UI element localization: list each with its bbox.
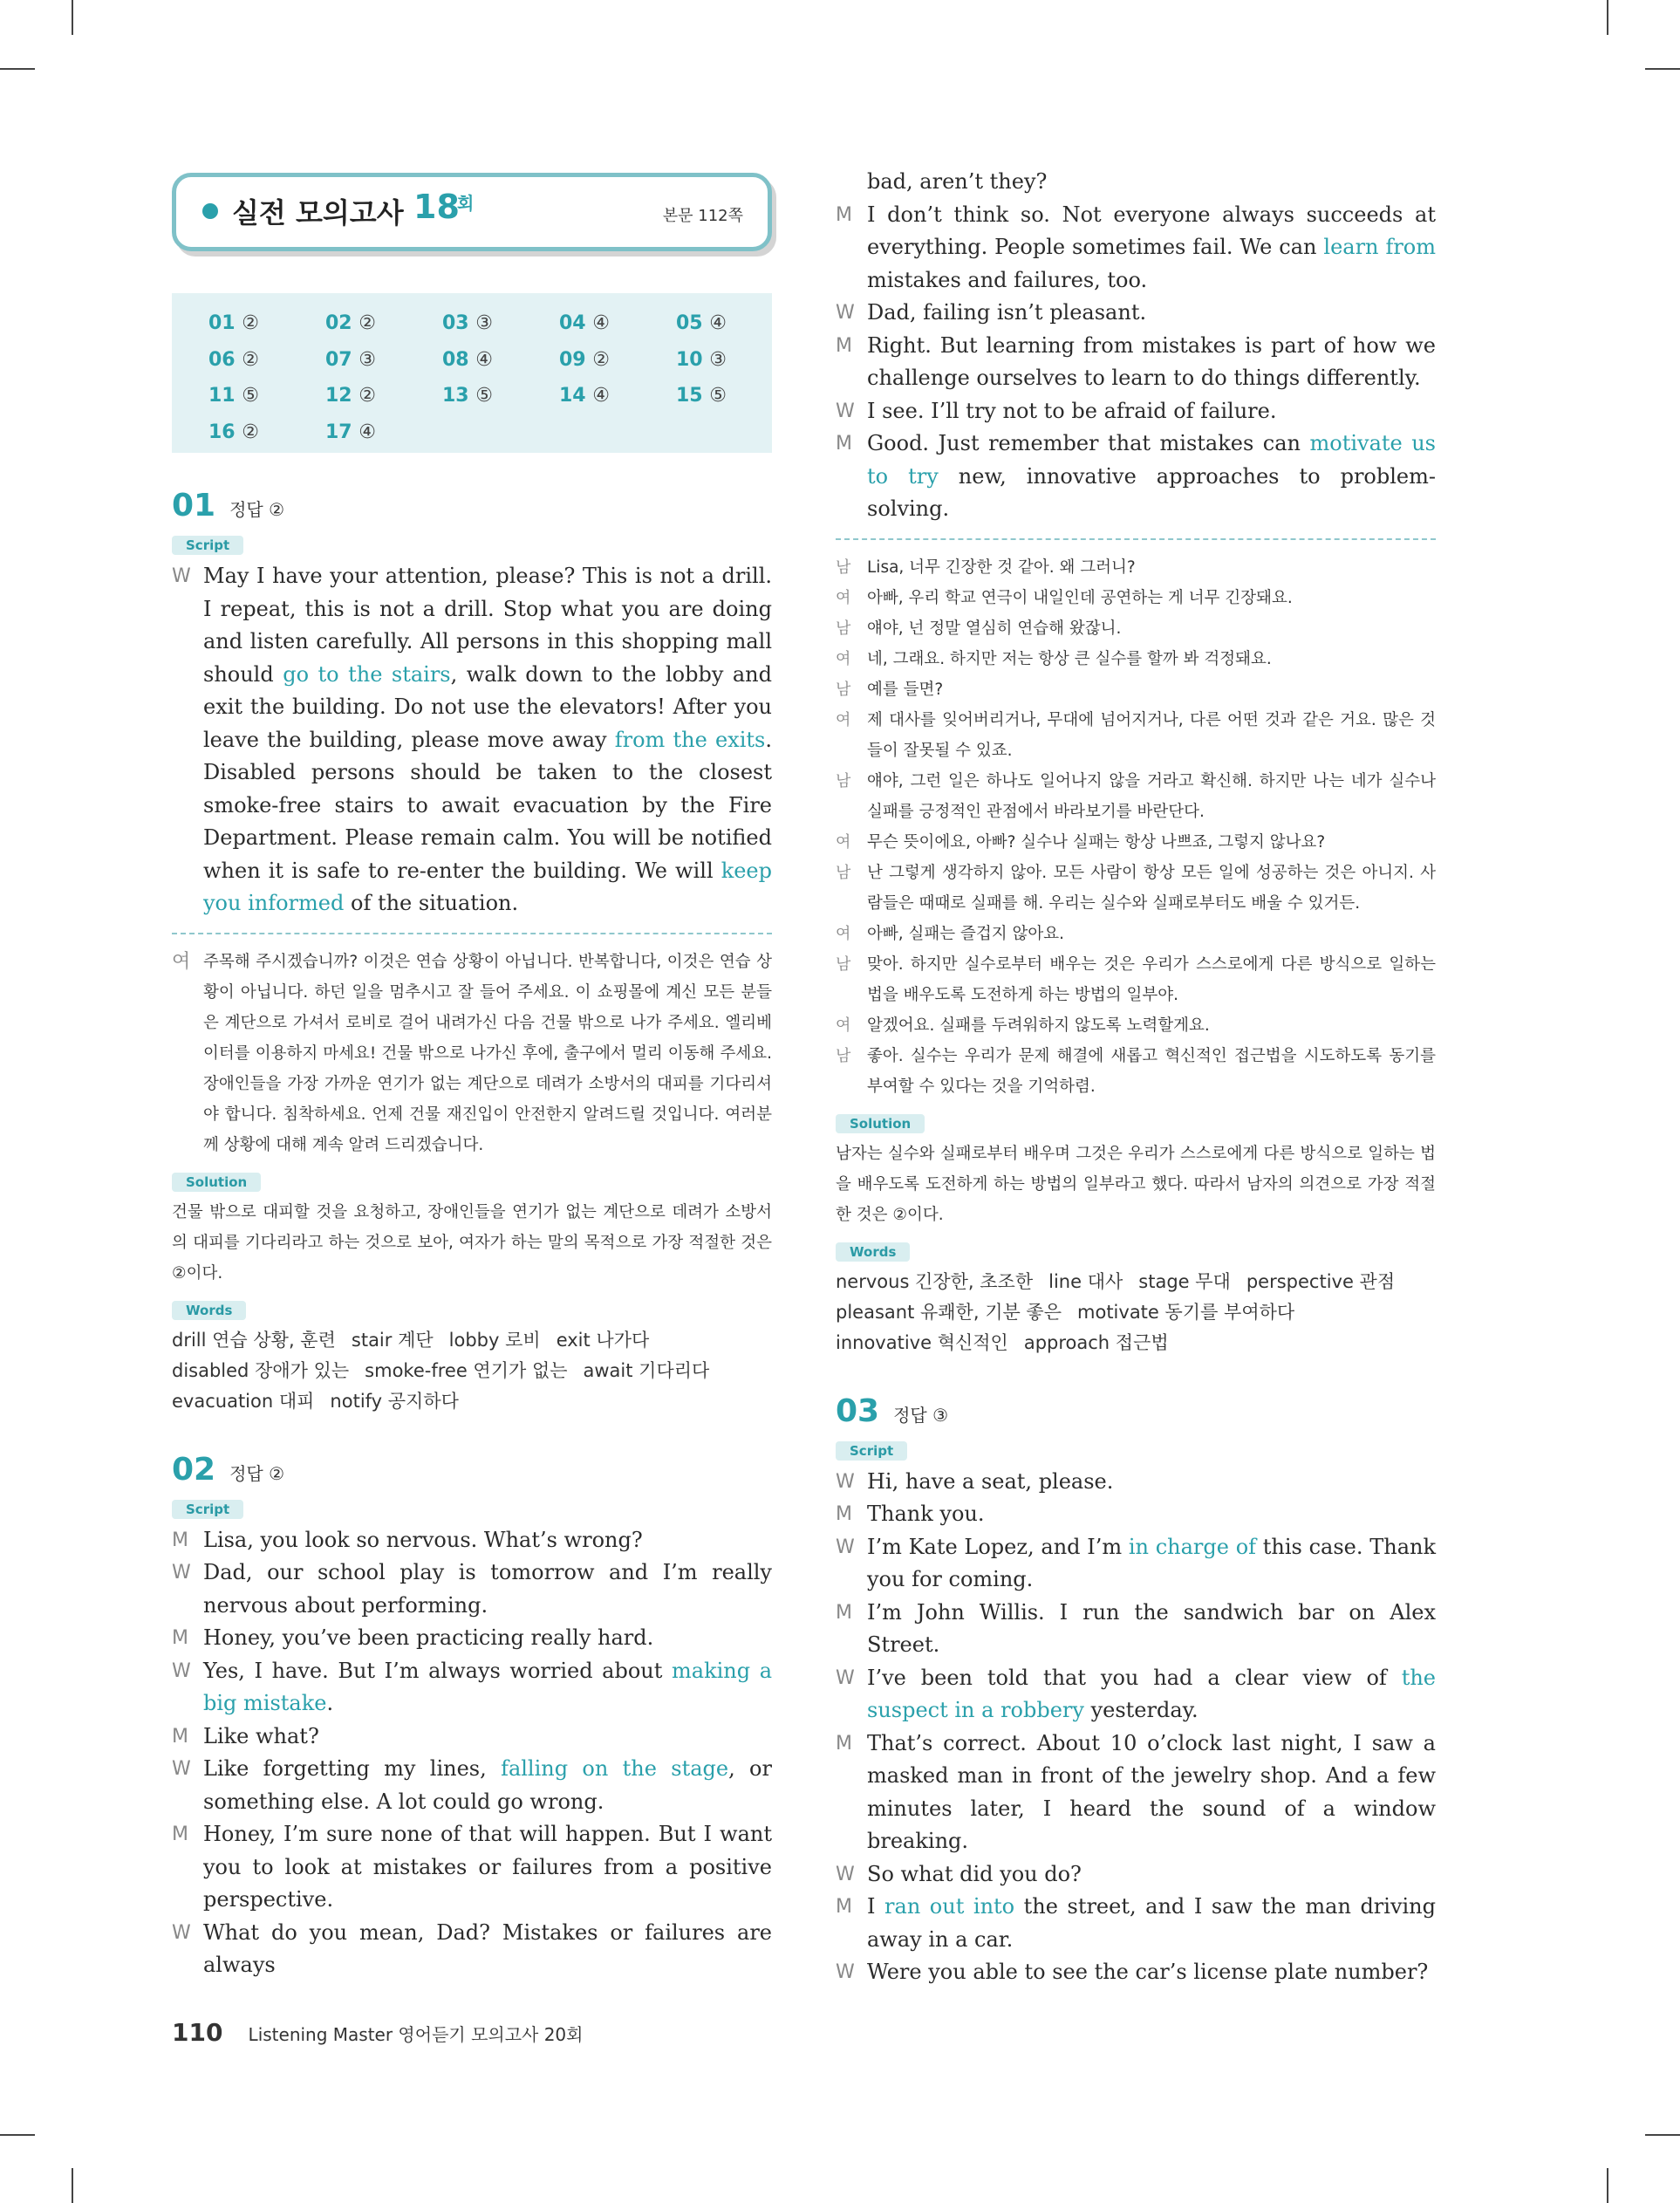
script-segment: new, innovative approaches to problem-solving. [867,463,1436,521]
question-number: 03 [836,1392,880,1429]
script-segment: , or something else. A lot could go wrong. [203,1756,772,1814]
answer-key-item [208,312,259,334]
answer-key-grid [172,293,772,453]
dialog-line [836,644,1436,674]
answer-key-choice: ② [242,421,260,443]
speaker-label: 여 [836,924,851,943]
answer-label: 정답 ③ [893,1404,949,1426]
speaker-label: 여 [836,588,851,607]
bullet-dot-icon [202,203,218,219]
dialog-line [836,1956,1436,1989]
speaker-label: W [836,302,855,324]
vocab-item: evacuation 대피 [172,1390,315,1412]
speaker-label: W [836,1863,855,1885]
dialog-line [836,949,1436,1010]
answer-key-choice: ④ [475,348,494,371]
answer-key-number: 09 [559,348,593,371]
script-segment: May I have your attention, please? This is not a drill. I repeat, this is not a drill. Stop what you are doing and listen carefully. All persons in this shopping mall should [203,564,772,687]
dialog-text [203,1753,772,1818]
script-segment: Lisa, you look so nervous. What’s wrong? [203,1527,643,1552]
solution-tag: Solution [172,1173,261,1192]
script-segment: . Disabled persons should be taken to the closest smoke-free stairs to await evacuation by the Fire Department. Please remain calm. You will be notified when it is safe to re-enter the building. We will [203,727,772,883]
dialog-line [172,1524,772,1557]
dialog-text: Lisa, 너무 긴장한 것 같아. 왜 그러니? [867,558,1136,577]
dialog-line [172,1556,772,1622]
vocab-item: exit 나가다 [556,1329,650,1351]
answer-key-choice: ② [242,312,260,334]
answer-key-number: 05 [676,312,710,334]
speaker-label: M [836,1601,852,1624]
crop-mark [1607,2168,1608,2203]
dialog-line [172,1721,772,1754]
dialog-text: 알겠어요. 실패를 두려워하지 않도록 노력할게요. [867,1016,1210,1035]
dialog-line [836,919,1436,949]
answer-key-number: 02 [325,312,359,334]
dialog-line [836,1662,1436,1728]
answer-key-choice: ⑤ [242,385,260,407]
script-segment: Right. But learning from mistakes is part of how we challenge ourselves to learn to do things differently. [867,332,1436,390]
answer-key-number: 07 [325,348,359,371]
speaker-label: M [836,433,852,455]
answer-key-choice: ② [242,348,260,371]
dialog-line [836,674,1436,705]
crop-mark [1645,68,1680,70]
script-tag: Script [836,1441,907,1461]
vocab-item: line 대사 [1048,1270,1123,1292]
dialog-text [867,428,1436,526]
script-segment: I [867,1894,885,1919]
dialog-line [836,552,1436,583]
script-block-continued [836,166,1436,526]
speaker-label: 여 [836,832,851,852]
script-segment: . [326,1691,334,1715]
dialog-line [836,395,1436,428]
script-segment: Thank you. [867,1502,985,1526]
dialog-line [836,1041,1436,1102]
speaker-label: W [172,1659,191,1682]
dialog-line [836,297,1436,330]
dialog-text [203,1556,772,1622]
dialog-text [203,1524,772,1557]
answer-label: 정답 ② [229,499,285,520]
script-segment: this case. Thank you for coming. [867,1534,1436,1591]
vocab-item: lobby 로비 [448,1329,541,1351]
answer-key-item [559,312,610,334]
question-02 [172,1452,772,1982]
script-segment: of the situation. [344,891,519,915]
speaker-label: 남 [836,680,851,699]
speaker-label: 여 [836,710,851,729]
vocab-item: notify 공지하다 [330,1390,459,1412]
vocab-item: motivate 동기를 부여하다 [1077,1301,1295,1323]
words-tag: Words [172,1301,246,1320]
section-title: 실전 모의고사 [232,196,404,229]
dialog-line [836,766,1436,827]
answer-key-choice: ② [592,348,611,371]
script-tag: Script [172,536,243,555]
crop-mark [1645,2134,1680,2136]
dialog-text: 아빠, 실패는 즐겁지 않아요. [867,924,1064,943]
answer-key-choice: ⑤ [709,385,727,407]
speaker-label: M [836,1503,852,1525]
dialog-text: 아빠, 우리 학교 연극이 내일인데 공연하는 게 너무 긴장돼요. [867,588,1293,607]
answer-key-number: 11 [208,385,242,407]
answer-key-choice: ② [359,312,377,334]
section-header [172,173,772,251]
answer-key-number: 15 [676,385,710,407]
speaker-label: 여 [172,950,191,973]
translation-block [836,552,1436,1102]
answer-key-item [442,349,493,371]
answer-key-choice: ② [359,385,377,407]
highlighted-phrase: in charge of [1128,1534,1257,1559]
dialog-text [867,330,1436,395]
dialog-text [203,1622,772,1655]
translation-block [172,947,772,1160]
translation-text: 주목해 주시겠습니까? 이것은 연습 상황이 아닙니다. 반복합니다, 이것은 연습 상황이 아닙니다. 하던 일을 멈추시고 잘 들어 주세요. 이 쇼핑몰에 계신 모든 분들은 계단으로 가셔서 로비로 걸어 내려가신 다음 건물 밖으로 나가 주세요. 엘리베이터를 이용하지 마세요! 건물 밖으로 나가신 후에, 출구에서 멀리 이동해 주세요. 장애인들을 가장 가까운 연기가 없는 계단으로 데려가 소방서의 대피를 기다리셔야 합니다. 침착하세요. 언제 건물 재진입이 안전한지 알려드릴 것입니다. 여러분께 상황에 대해 계속 알려 드리겠습니다. [203,952,772,1154]
dialog-line [172,1622,772,1655]
speaker-label: W [172,1758,191,1780]
words-row [172,1386,772,1417]
dialog-text [867,166,1436,199]
dialog-text [867,199,1436,298]
dialog-text [867,1891,1436,1956]
speaker-label: M [172,1725,188,1748]
dialog-text: 무슨 뜻이에요, 아빠? 실수나 실패는 항상 나쁘죠, 그렇지 않나요? [867,832,1326,852]
book-title: Listening Master 영어듣기 모의고사 20회 [248,2024,584,2045]
vocab-item: innovative 혁신적인 [836,1331,1008,1353]
answer-key-item [208,349,259,371]
answer-key-choice: ④ [709,312,727,334]
dialog-line [172,1655,772,1721]
speaker-label: 남 [836,619,851,638]
test-number: 18 [413,188,460,226]
script-segment: What do you mean, Dad? Mistakes or failures are always [203,1919,772,1977]
left-column [172,166,772,1982]
solution-text: 남자는 실수와 실패로부터 배우며 그것은 우리가 스스로에게 다른 방식으로 일하는 법을 배우도록 도전하게 하는 방법의 일부라고 했다. 따라서 남자의 의견으로 가장 적절한 것은 ②이다. [836,1144,1436,1224]
script-segment: bad, aren’t they? [867,169,1048,194]
speaker-label: M [836,1732,852,1755]
highlighted-phrase: from the exits [614,727,766,752]
dialog-line [836,1466,1436,1499]
answer-key-item [442,312,493,334]
words-row [836,1267,1436,1297]
words-list [172,1325,772,1417]
vocab-item: approach 접근법 [1023,1331,1169,1353]
vocab-item: smoke-free 연기가 없는 [365,1359,568,1381]
dialog-line [836,199,1436,298]
answer-key-choice: ⑤ [475,385,494,407]
dialog-text [867,1662,1436,1728]
dialog-line [836,705,1436,766]
answer-key-item [325,385,376,407]
dialog-text [203,1917,772,1982]
words-row [836,1297,1436,1328]
speaker-label [836,166,867,199]
speaker-label: 여 [836,649,851,668]
divider [172,933,772,934]
words-row [172,1356,772,1386]
dialog-text [867,1728,1436,1858]
dialog-line [172,1818,772,1917]
divider [836,538,1436,540]
dialog-line [836,428,1436,526]
answer-key-number: 10 [676,348,710,371]
script-block [836,1466,1436,1989]
answer-key-item [676,312,727,334]
speaker-label: W [836,1666,855,1689]
speaker-label: 남 [836,863,851,882]
dialog-text: 예를 들면? [867,680,944,699]
speaker-label: W [836,1470,855,1493]
script-segment: That’s correct. About 10 o’clock last night, I saw a masked man in front of the jewelry shop. And a few minutes later, I heard the sound of a window breaking. [867,1730,1436,1853]
speaker-label: W [172,1921,191,1944]
dialog-line [836,827,1436,858]
dialog-text [867,1531,1436,1597]
dialog-line [836,166,1436,199]
script-segment: Were you able to see the car’s license plate number? [867,1960,1429,1984]
dialog-text [867,1956,1436,1989]
script-text [203,560,772,920]
solution-tag: Solution [836,1114,925,1133]
highlighted-phrase: making a big mistake [203,1658,773,1715]
speaker-label: M [172,1627,188,1649]
dialog-text: 얘야, 그런 일은 하나도 일어나지 않을 거라고 확신해. 하지만 나는 네가 실수나 실패를 긍정적인 관점에서 바라보기를 바란단다. [867,771,1436,821]
words-list [836,1267,1436,1358]
words-row [836,1328,1436,1358]
answer-key-choice: ③ [709,348,727,371]
answer-key-number: 12 [325,385,359,407]
vocab-item: stair 계단 [351,1329,434,1351]
script-segment: Honey, I’m sure none of that will happen. But I want you to look at mistakes or failures from a positive perspective. [203,1822,772,1912]
speaker-label: 여 [836,1016,851,1035]
script-segment: Yes, I have. But I’m always worried about [203,1658,672,1683]
script-segment: Dad, our school play is tomorrow and I’m really nervous about performing. [203,1560,772,1618]
dialog-line [836,858,1436,919]
dialog-text [867,395,1436,428]
dialog-line [836,583,1436,613]
speaker-label: M [836,203,852,226]
vocab-item: pleasant 유쾌한, 기분 좋은 [836,1301,1062,1323]
highlighted-phrase: ran out into [884,1894,1015,1919]
words-tag: Words [836,1242,910,1262]
answer-key-item [559,349,610,371]
speaker-label: M [172,1529,188,1551]
dialog-line [836,613,1436,644]
script-segment: Hi, have a seat, please. [867,1468,1114,1494]
script-tag: Script [172,1500,243,1519]
dialog-text [203,1721,772,1754]
dialog-text [867,1466,1436,1499]
script-segment: I’m John Willis. I run the sandwich bar on Alex Street. [867,1599,1436,1657]
highlighted-phrase: learn from [1323,235,1437,259]
script-segment: So what did you do? [867,1861,1082,1886]
dialog-line [836,1858,1436,1892]
answer-key-number: 06 [208,348,242,371]
answer-key-choice: ③ [475,312,494,334]
highlighted-phrase: keep you informed [203,858,772,915]
question-03 [836,1393,1436,1989]
vocab-item: nervous 긴장한, 초조한 [836,1270,1034,1292]
answer-key-choice: ④ [592,385,611,407]
answer-label: 정답 ② [229,1462,285,1484]
script-segment: , walk down to the lobby and exit the building. Do not use the elevators! After you leave the building, please move away [203,661,772,752]
highlighted-phrase: falling on the stage [501,1756,729,1781]
dialog-text [867,297,1436,330]
crop-mark [72,0,73,35]
dialog-line [836,1531,1436,1597]
dialog-line [836,1010,1436,1041]
speaker-label: W [172,565,191,587]
script-segment: Dad, failing isn’t pleasant. [867,300,1147,325]
script-block [172,560,772,920]
script-segment: Good. Just remember that mistakes can [867,431,1310,455]
answer-key-item [676,385,727,407]
answer-key-item [208,385,259,407]
speaker-label: W [836,400,855,422]
dialog-text [203,1655,772,1721]
crop-mark [1607,0,1608,35]
answer-key-item [442,385,493,407]
crop-mark [0,68,35,70]
answer-key-number: 03 [442,312,476,334]
script-segment: I don’t think so. Not everyone always succeeds at everything. People sometimes fail. We can [867,202,1436,259]
dialog-line [172,1917,772,1982]
words-row [172,1325,772,1356]
dialog-text: 맞아. 하지만 실수로부터 배우는 것은 우리가 스스로에게 다른 방식으로 일하는 법을 배우도록 도전하게 하는 방법의 일부야. [867,954,1436,1004]
dialog-text: 제 대사를 잊어버리거나, 무대에 넘어지거나, 다른 어떤 것과 같은 거요. 많은 것들이 잘못될 수 있죠. [867,710,1436,760]
speaker-label: W [172,1562,191,1584]
speaker-label: W [836,1536,855,1558]
test-number-suffix: 회 [457,193,475,214]
vocab-item: await 기다리다 [583,1359,710,1381]
solution-text: 건물 밖으로 대피할 것을 요청하고, 장애인들을 연기가 없는 계단으로 데려가 소방서의 대피를 기다리라고 하는 것으로 보아, 여자가 하는 말의 목적으로 가장 적절한 것은 ②이다. [172,1202,772,1283]
question-number: 01 [172,488,216,523]
page-reference: 본문 112쪽 [662,207,743,225]
vocab-item: stage 무대 [1138,1270,1231,1292]
script-segment: Like forgetting my lines, [203,1756,502,1781]
script-segment: the street, and I saw the man driving away in a car. [867,1894,1437,1952]
script-segment: Honey, you’ve been practicing really hard. [203,1625,654,1650]
dialog-text: 좋아. 실수는 우리가 문제 해결에 새롭고 혁신적인 접근법을 시도하도록 동기를 부여할 수 있다는 것을 기억하렴. [867,1046,1436,1096]
answer-key-item [676,349,727,371]
answer-key-number: 16 [208,421,242,443]
dialog-line [836,1728,1436,1858]
dialog-text: 네, 그래요. 하지만 저는 항상 큰 실수를 할까 봐 걱정돼요. [867,649,1272,668]
dialog-line [836,1597,1436,1662]
highlighted-phrase: go to the stairs [283,661,451,687]
speaker-label: 남 [836,558,851,577]
script-segment: I’ve been told that you had a clear view of [867,1665,1402,1690]
speaker-label: M [836,1896,852,1918]
answer-key-number: 04 [559,312,593,334]
speaker-label: 남 [836,771,851,790]
page-number: 110 [172,2018,223,2047]
speaker-label: M [172,1823,188,1845]
page-footer [172,2018,583,2047]
answer-key-choice: ④ [592,312,611,334]
highlighted-phrase: the suspect in a robbery [867,1665,1436,1722]
highlighted-phrase: motivate us to try [867,431,1436,489]
dialog-line [836,1498,1436,1531]
speaker-label: 남 [836,954,851,974]
speaker-label: W [836,1961,855,1983]
speaker-label: 남 [836,1046,851,1065]
question-number: 02 [172,1451,216,1488]
script-segment: I see. I’ll try not to be afraid of failure. [867,398,1277,423]
answer-key-item [325,312,376,334]
script-segment: Like what? [203,1723,319,1748]
dialog-line [836,1891,1436,1956]
crop-mark [0,2134,35,2136]
dialog-line [836,330,1436,395]
answer-key-choice: ④ [359,421,377,443]
dialog-text [867,1597,1436,1662]
right-column [836,166,1436,1989]
vocab-item: disabled 장애가 있는 [172,1359,350,1381]
question-01 [172,488,772,1417]
dialog-text [867,1498,1436,1531]
dialog-text [203,1818,772,1917]
answer-key-number: 14 [559,385,593,407]
answer-key-number: 17 [325,421,359,443]
script-block [172,1524,772,1982]
answer-key-item [325,421,376,443]
script-segment: I’m Kate Lopez, and I’m [867,1534,1129,1559]
answer-key-number: 08 [442,348,476,371]
speaker-label: M [836,334,852,357]
crop-mark [72,2168,73,2203]
dialog-text [867,1858,1436,1892]
answer-key-choice: ③ [359,348,377,371]
answer-key-item [559,385,610,407]
dialog-text: 난 그렇게 생각하지 않아. 모든 사람이 항상 모든 일에 성공하는 것은 아니지. 사람들은 때때로 실패를 해. 우리는 실수와 실패로부터도 배울 수 있거든. [867,863,1436,913]
answer-key-item [208,421,259,443]
script-segment: mistakes and failures, too. [867,267,1148,292]
answer-key-number: 13 [442,385,476,407]
vocab-item: perspective 관점 [1246,1270,1396,1292]
script-segment: yesterday. [1083,1698,1199,1722]
answer-key-item [325,349,376,371]
dialog-line [172,1753,772,1818]
dialog-text: 얘야, 넌 정말 열심히 연습해 왔잖니. [867,619,1122,638]
answer-key-number: 01 [208,312,242,334]
vocab-item: drill 연습 상황, 훈련 [172,1329,336,1351]
